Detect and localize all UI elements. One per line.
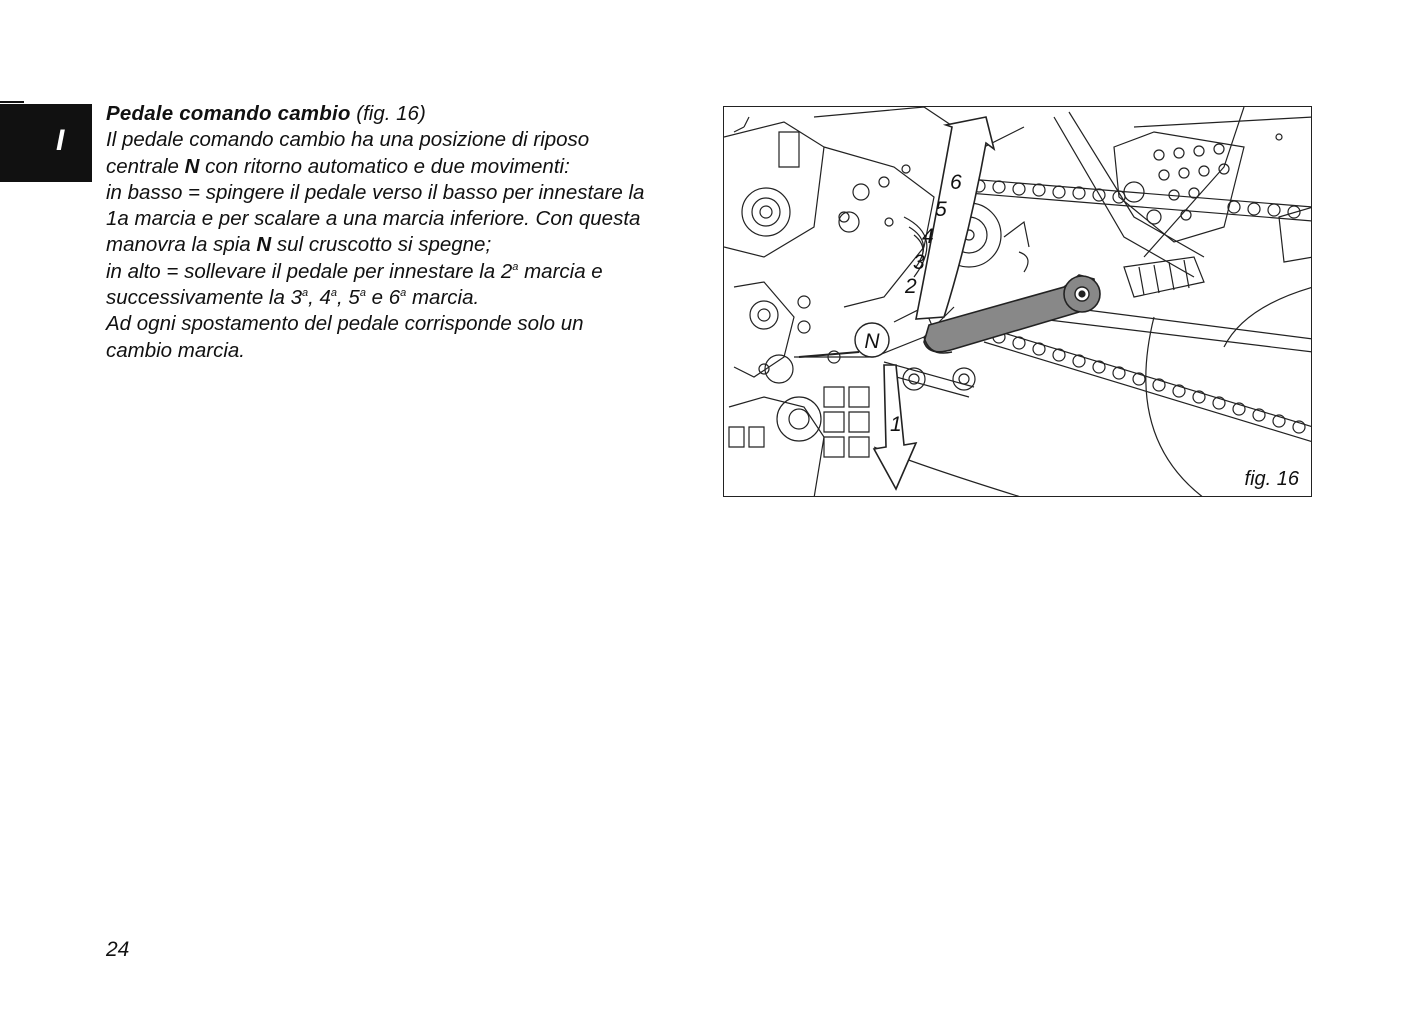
body-line <box>106 206 706 232</box>
body-line <box>106 154 706 180</box>
body-line <box>106 259 706 285</box>
neutral-symbol: N <box>184 154 200 178</box>
body-text: sul cruscotto si spegne; <box>271 233 492 257</box>
ordinal-marker: a <box>301 287 309 300</box>
tab-top-rule <box>0 101 24 103</box>
body-text: successivamente la 3 <box>106 286 302 310</box>
body-text: Il pedale comando cambio ha una posizione di riposo <box>106 128 590 152</box>
section-title: Pedale comando cambio <box>106 102 351 125</box>
figure-reference: (fig. 16) <box>356 102 426 125</box>
body-text: con ritorno automatico e due movimenti: <box>199 154 570 178</box>
gear-pedal-figure <box>723 106 1312 497</box>
gear-label-6: 6 <box>950 171 962 194</box>
body-text: , 5 <box>337 286 360 310</box>
language-tab <box>0 104 92 182</box>
body-text: 1a marcia e per scalare a una marcia inferiore. Con questa <box>106 207 641 231</box>
gear-label-5: 5 <box>935 198 947 221</box>
body-text: in basso = spingere il pedale verso il basso per innestare la <box>106 180 645 204</box>
gear-label-4: 4 <box>922 225 934 248</box>
section-body <box>106 101 706 364</box>
body-line <box>106 180 706 206</box>
section-heading <box>106 101 706 127</box>
body-text: marcia e <box>518 259 603 283</box>
body-text: , 4 <box>308 286 331 310</box>
body-text: e 6 <box>365 286 401 310</box>
gear-label-3: 3 <box>913 251 925 274</box>
language-tab-letter: I <box>56 124 65 157</box>
body-text: centrale <box>106 154 185 178</box>
body-line <box>106 285 706 311</box>
body-line <box>106 311 706 337</box>
ordinal-marker: a <box>400 287 407 300</box>
body-line <box>106 232 706 258</box>
figure-caption: fig. 16 <box>1244 468 1299 490</box>
body-line <box>106 127 706 153</box>
body-text: manovra la spia <box>106 233 257 257</box>
neutral-symbol: N <box>256 233 272 257</box>
body-line <box>106 338 706 364</box>
body-text: in alto = sollevare il pedale per innestare la 2 <box>106 259 513 283</box>
ordinal-marker: a <box>512 260 519 273</box>
ordinal-marker: a <box>330 287 338 300</box>
gear-label-2: 2 <box>905 275 917 298</box>
upshift-arrow <box>916 117 994 319</box>
neutral-label: N <box>864 330 880 353</box>
body-text: marcia. <box>406 286 480 310</box>
body-text: Ad ogni spostamento del pedale corrisponde solo un <box>106 312 584 336</box>
gear-label-1: 1 <box>890 413 902 436</box>
body-text: cambio marcia. <box>106 338 245 362</box>
page-number: 24 <box>106 938 130 961</box>
ordinal-marker: a <box>359 287 366 300</box>
gear-pedal-illustration <box>724 107 1312 497</box>
